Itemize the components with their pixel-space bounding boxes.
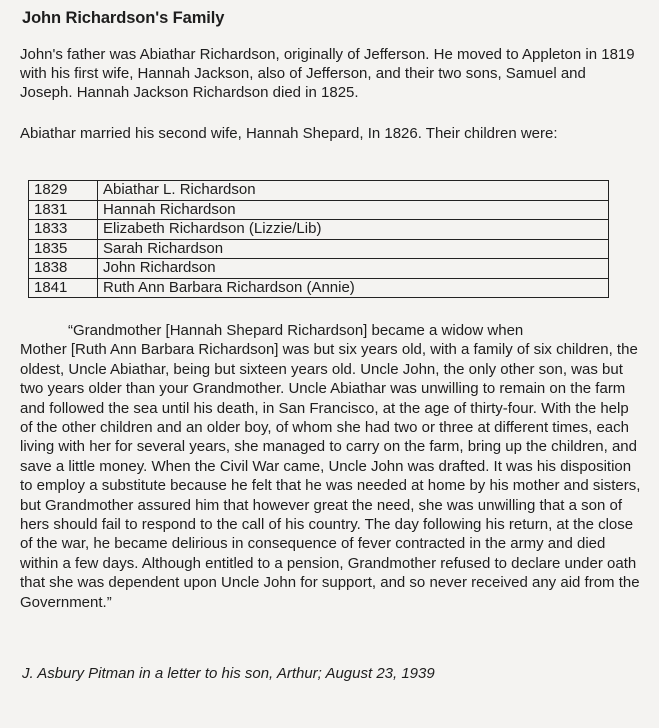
child-name: John Richardson <box>98 259 609 279</box>
birth-year: 1833 <box>29 220 98 240</box>
table-row <box>29 259 609 279</box>
table-row <box>29 220 609 240</box>
child-name: Hannah Richardson <box>98 200 609 220</box>
birth-year: 1831 <box>29 200 98 220</box>
quote-citation: J. Asbury Pitman in a letter to his son, Arthur; August 23, 1939 <box>22 665 435 682</box>
table-row <box>29 239 609 259</box>
birth-year: 1829 <box>29 181 98 201</box>
child-name: Abiathar L. Richardson <box>98 181 609 201</box>
child-name: Elizabeth Richardson (Lizzie/Lib) <box>98 220 609 240</box>
table-row <box>29 200 609 220</box>
paragraph-father: John's father was Abiathar Richardson, originally of Jefferson. He moved to Appleton in 1819 with his first wife, Hannah Jackson, also of Jefferson, and their two sons, Samuel and Joseph. Hannah Jackson Richardson died in 1825. <box>20 46 635 101</box>
birth-year: 1841 <box>29 278 98 298</box>
table-row <box>29 181 609 201</box>
birth-year: 1838 <box>29 259 98 279</box>
child-name: Ruth Ann Barbara Richardson (Annie) <box>98 278 609 298</box>
table-row <box>29 278 609 298</box>
quote-first-line: “Grandmother [Hannah Shepard Richardson] became a widow when <box>68 322 524 339</box>
children-table <box>28 180 609 298</box>
letter-quote <box>20 321 642 612</box>
page-title: John Richardson's Family <box>22 9 225 27</box>
quote-body: Mother [Ruth Ann Barbara Richardson] was but six years old, with a family of six children, the oldest, Uncle Abiathar, being but sixteen years old. Uncle John, the only other son, was but two years older than your Grandmother. Uncle Abiathar was unwilling to remain on the farm and followed the sea until his death, in San Francisco, at the age of thirty-four. With the help of the other children and an older boy, of whom she had two or three at different times, each living with her for several years, she managed to carry on the farm, bring up the children, and save a little money. When the Civil War came, Uncle John was drafted. It was his disposition to employ a substitute because he felt that he was needed at home by his mother and sisters, but Grandmother assured him that however great the need, she was unwilling that a son of hers should fail to respond to the call of his country. The day following his return, at the close of the war, he became delirious in consequence of fever contracted in the army and died within a few days. Although entitled to a pension, Grandmother refused to declare under oath that she was dependent upon Uncle John for support, and so never received any aid from the Government.” <box>20 341 641 611</box>
birth-year: 1835 <box>29 239 98 259</box>
child-name: Sarah Richardson <box>98 239 609 259</box>
paragraph-second-wife: Abiathar married his second wife, Hannah Shepard, In 1826. Their children were: <box>20 125 558 142</box>
